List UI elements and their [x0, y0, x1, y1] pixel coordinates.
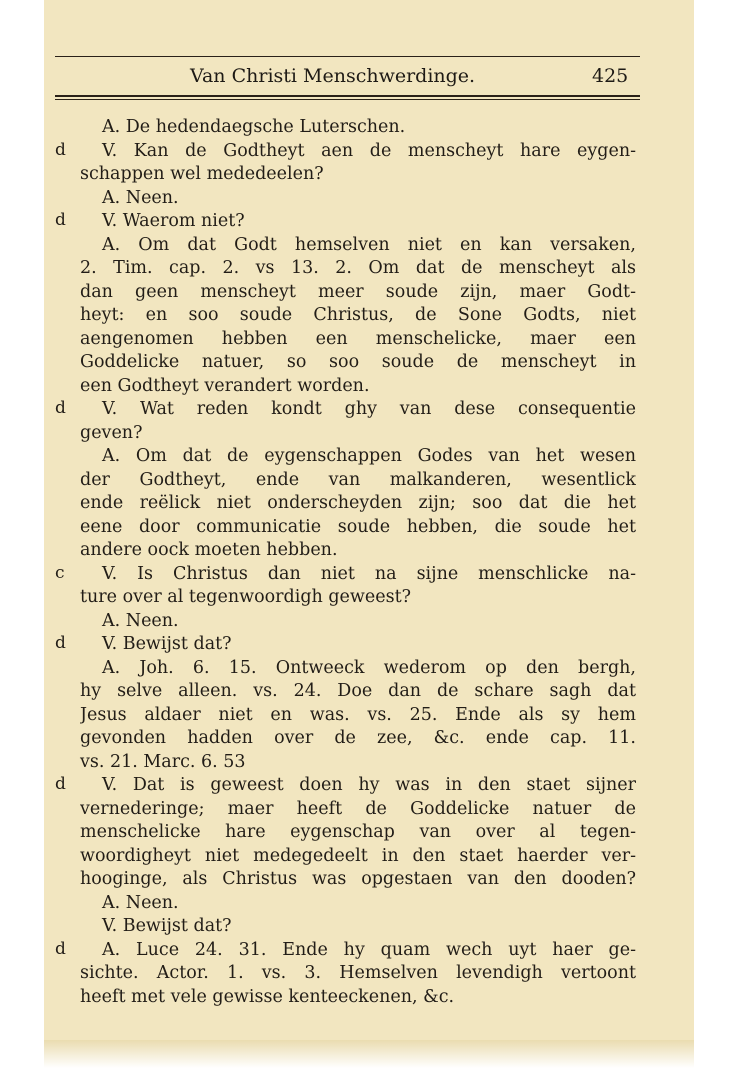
text-line: A. Neen. — [102, 187, 179, 208]
margin-marker: d — [55, 210, 66, 230]
text-line: vs. 21. Marc. 6. 53 — [80, 751, 246, 772]
text-line: der Godtheyt, ende van malkanderen, wesentlick — [80, 469, 636, 490]
text-line: woordigheyt niet medegedeelt in den staet haerder ver- — [80, 845, 636, 866]
text-line: A. Om dat de eygenschappen Godes van het wesen — [102, 446, 636, 466]
text-line: A. Neen. — [102, 610, 179, 631]
text-line: gevonden hadden over de zee, &c. ende cap. 11. — [80, 728, 636, 748]
margin-marker: d — [55, 774, 66, 794]
text-line: hy selve alleen. vs. 24. Doe dan de schare sagh dat — [80, 681, 636, 701]
text-line: een Godtheyt verandert worden. — [80, 375, 370, 396]
margin-marker: d — [55, 633, 66, 653]
body-text — [80, 116, 636, 1009]
text-line: ende reëlick niet onderscheyden zijn; soo dat die het — [80, 493, 636, 513]
text-line: heeft met vele gewisse kenteeckenen, &c. — [80, 986, 455, 1007]
text-line: Goddelicke natuer, so soo soude de menscheyt in — [80, 352, 636, 372]
text-line: vernederinge; maer heeft de Goddelicke natuer de — [80, 798, 636, 819]
text-line: A. Luce 24. 31. Ende hy quam wech uyt haer ge- — [102, 939, 636, 960]
text-line: heyt: en soo soude Christus, de Sone Godts, niet — [80, 305, 636, 325]
text-line: schappen wel mededeelen? — [80, 164, 324, 184]
text-line: V. Waerom niet? — [102, 211, 245, 231]
text-line: geven? — [80, 422, 143, 443]
text-line: eene door communicatie soude hebben, die soude het — [80, 516, 636, 537]
text-line: menschelicke hare eygenschap van over al tegen- — [80, 822, 636, 842]
text-line: A. Om dat Godt hemselven niet en kan versaken, — [102, 234, 636, 255]
text-line: 2. Tim. cap. 2. vs 13. 2. Om dat de menscheyt als — [80, 258, 636, 278]
running-title: Van Christi Menschwerdinge. — [190, 65, 476, 87]
text-line: V. Is Christus dan niet na sijne menschlicke na- — [102, 563, 636, 584]
text-line: A. De hedendaegsche Luterschen. — [102, 117, 406, 137]
margin-marker: c — [55, 562, 65, 583]
text-line: V. Kan de Godtheyt aen de menscheyt hare eygen- — [102, 140, 636, 161]
header-rule-top — [55, 56, 640, 57]
text-line: Jesus aldaer niet en was. vs. 25. Ende als sy hem — [80, 704, 636, 725]
margin-marker: d — [55, 938, 66, 959]
text-line: hooginge, als Christus was opgestaen van den dooden? — [80, 869, 636, 889]
header-rule-bottom — [55, 95, 640, 97]
margin-marker: d — [55, 398, 66, 418]
text-line: A. Joh. 6. 15. Ontweeck wederom op den bergh, — [102, 657, 636, 678]
text-line: V. Dat is geweest doen hy was in den staet sijner — [102, 775, 636, 795]
text-line: V. Bewijst dat? — [102, 916, 232, 936]
text-line: aengenomen hebben een menschelicke, maer een — [80, 328, 636, 349]
text-line: andere oock moeten hebben. — [80, 540, 338, 560]
text-line: A. Neen. — [102, 892, 179, 913]
text-line: ture over al tegenwoordigh geweest? — [80, 587, 412, 607]
header-rule-bottom-thin — [55, 99, 640, 100]
text-line: dan geen menscheyt meer soude zijn, maer Godt- — [80, 281, 636, 302]
text-line: V. Wat reden kondt ghy van dese consequentie — [102, 399, 636, 419]
margin-marker: d — [55, 139, 66, 160]
text-line: V. Bewijst dat? — [102, 634, 232, 654]
text-line: sichte. Actor. 1. vs. 3. Hemselven levendigh vertoont — [80, 963, 636, 983]
page-edge-shadow — [44, 1040, 694, 1068]
page-number: 425 — [592, 65, 629, 87]
